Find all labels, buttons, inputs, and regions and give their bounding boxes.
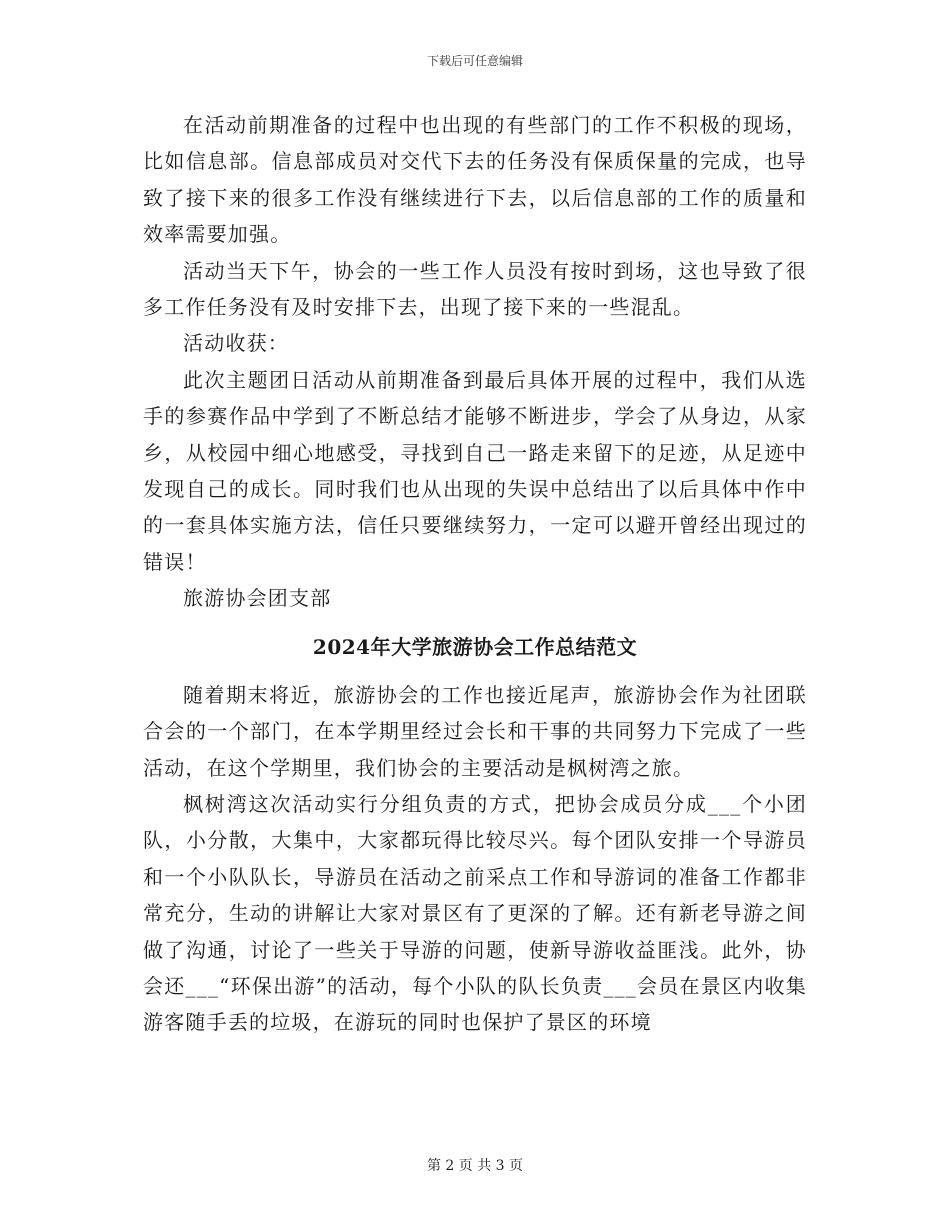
paragraph-signature: 旅游协会团支部 — [183, 586, 332, 611]
paragraph-gains-label: 活动收获： — [183, 331, 289, 356]
paragraph-gains: 此次主题团日活动从前期准备到最后具体开展的过程中，我们从选手的参赛作品中学到了不断总结才能够不断进步，学会了从身边，从家乡，从校园中细心地感受，寻找到自己一路走来留下的足迹，从足迹中发现自己的成长。同时我们也从出现的失误中总结出了以后具体中作中的一套具体实施方法，信任只要继续努力，一定可以避开曾经出现过的错误！ — [143, 367, 807, 574]
page-header: 下载后可任意编辑 — [426, 54, 523, 68]
paragraph-afternoon-issues: 活动当天下午，协会的一些工作人员没有按时到场，这也导致了很多工作任务没有及时安排下去，出现了接下来的一些混乱。 — [143, 258, 807, 320]
section-title: 2024年大学旅游协会工作总结范文 — [312, 634, 638, 659]
paragraph-activity: 枫树湾这次活动实行分组负责的方式，把协会成员分成___个小团队，小分散，大集中，大家都玩得比较尽兴。每个团队安排一个导游员和一个小队队长，导游员在活动之前采点工作和导游词的准备工作都非常充分，生动的讲解让大家对景区有了更深的了解。还有新老导游之间做了沟通，讨论了一些关于导游的问题，使新导游收益匪浅。此外，协会还___“环保出游”的活动，每个小队的队长负责___会员在景区内收集游客随手丢的垃圾，在游玩的同时也保护了景区的环境 — [143, 791, 807, 1035]
paragraph-preparation-issues: 在活动前期准备的过程中也出现的有些部门的工作不积极的现场，比如信息部。信息部成员对交代下去的任务没有保质保量的完成，也导致了接下来的很多工作没有继续进行下去，以后信息部的工作的质量和效率需要加强。 — [143, 113, 807, 247]
paragraph-intro: 随着期末将近，旅游协会的工作也接近尾声，旅游协会作为社团联合会的一个部门，在本学期里经过会长和干事的共同努力下完成了一些活动，在这个学期里，我们协会的主要活动是枫树湾之旅。 — [143, 682, 807, 780]
document-body — [143, 107, 807, 1041]
page-number: 第 2 页 共 3 页 — [426, 1158, 524, 1174]
